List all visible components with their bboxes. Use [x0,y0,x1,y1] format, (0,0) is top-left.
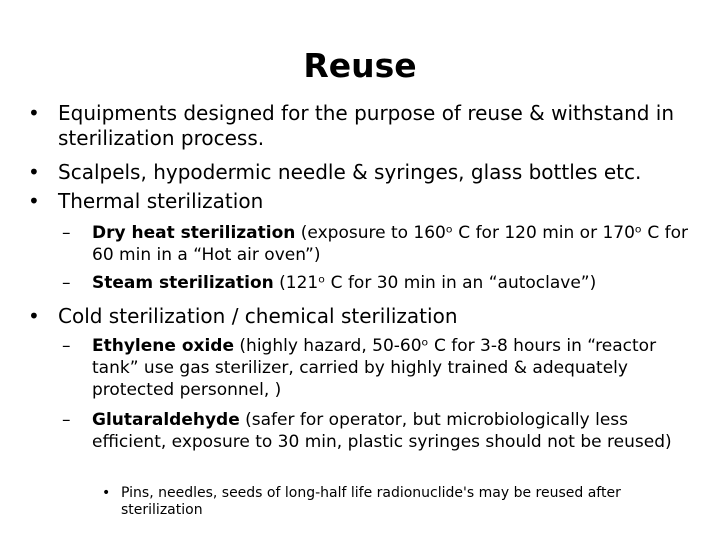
dash-marker: – [62,410,71,430]
bullet-marker: • [102,485,111,501]
dash-marker: – [62,223,71,243]
sub-item-text: (safer for operator, but microbiologically less efficient, exposure to 30 min, plastic syringes should not be reused) [92,410,672,452]
sub-item-steam [62,272,702,294]
bullet-marker: • [28,304,40,328]
dash-marker: – [62,336,71,356]
bullet-text: Thermal sterilization [58,189,264,213]
bullet-item-cold-sterilization [28,304,698,329]
sub-item-term: Steam sterilization [92,273,274,293]
sub-item-text: (exposure to 160ᵒ C for 120 min or 170ᵒ C for 60 min in a “Hot air oven”) [92,223,688,265]
sub-item-term: Glutaraldehyde [92,410,240,430]
sub-item-text: (highly hazard, 50-60ᵒ C for 3-8 hours in “reactor tank” use gas sterilizer, carried by highly trained & adequately protected personnel, ) [92,336,657,400]
sub-sub-item-text: Pins, needles, seeds of long-half life radionuclide's may be reused after sterilization [121,485,621,518]
slide-title: Reuse [303,46,417,85]
sub-item-glutaraldehyde [62,409,702,453]
bullet-text: Scalpels, hypodermic needle & syringes, glass bottles etc. [58,160,642,184]
dash-marker: – [62,273,71,293]
bullet-item-scalpels [28,160,698,185]
bullet-marker: • [28,189,40,213]
bullet-marker: • [28,101,40,125]
sub-item-dry-heat [62,222,702,266]
sub-item-term: Dry heat sterilization [92,223,296,243]
bullet-marker: • [28,160,40,184]
bullet-text: Cold sterilization / chemical sterilization [58,304,458,328]
bullet-text: Equipments designed for the purpose of reuse & withstand in sterilization process. [58,101,675,150]
sub-item-ethylene-oxide [62,335,702,401]
bullet-item-thermal-sterilization [28,189,698,214]
bullet-item-equipments [28,101,698,151]
sub-item-term: Ethylene oxide [92,336,235,356]
sub-item-text: (121ᵒ C for 30 min in an “autoclave”) [273,273,597,293]
sub-sub-item-pins [102,485,706,519]
